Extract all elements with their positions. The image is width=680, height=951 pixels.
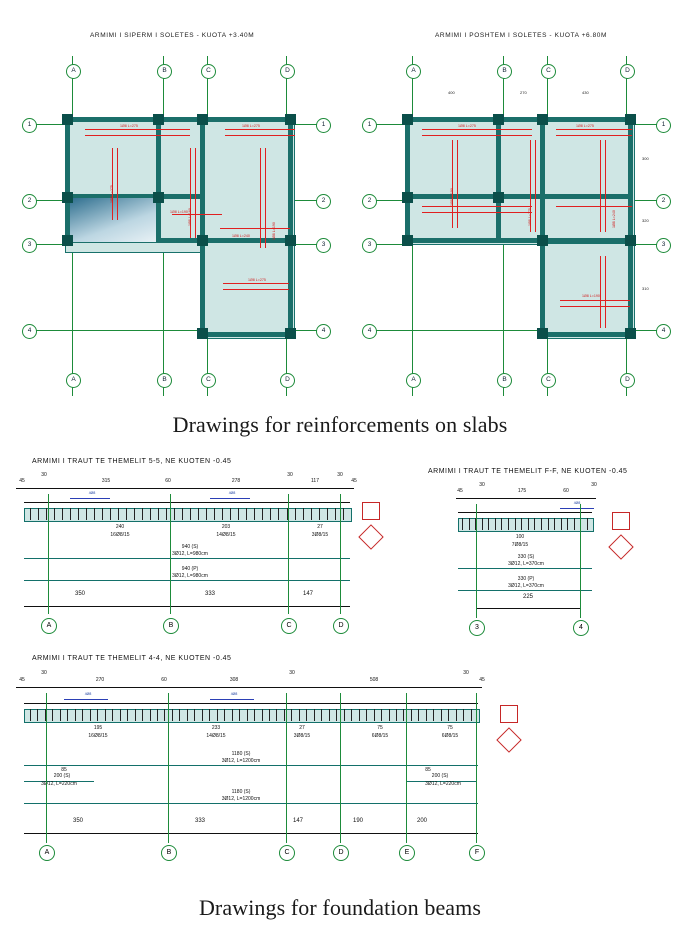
grid-bubble-d-bottom: D (280, 373, 295, 388)
rebar-v-2 (117, 148, 118, 220)
bar-spec-1: 3Ø12, L=1200cm (221, 758, 261, 764)
grid-bubble-f: F (469, 845, 485, 861)
dim-45-left: 45 (19, 478, 25, 484)
rebar-v-4 (195, 148, 196, 238)
drawing-title: ARMIMI I POSHTEM I SOLETES - KUOTA +6.80M (435, 32, 608, 39)
stirrup-count-1: 195 (93, 725, 103, 731)
grid-bubble-c-top: C (541, 64, 556, 79)
dim-top-3: 430 (582, 90, 589, 95)
bar-line-2 (24, 580, 350, 581)
column-marker (537, 328, 548, 339)
dim-right-3: 310 (642, 286, 649, 291)
rebar-v-7 (600, 256, 601, 328)
stirrup-count-5: 75 (447, 725, 453, 731)
dim-508: 508 (369, 677, 379, 683)
grid-tick-4 (580, 504, 581, 618)
stirrup-count-1: 240 (115, 524, 125, 530)
stirrup-spec-2: 14Ø8/15 (206, 733, 226, 739)
grid-bubble-b-bottom: B (497, 373, 512, 388)
grid-tick-f (476, 693, 477, 843)
dim-30-b: 30 (591, 482, 597, 488)
dim-top-2: 270 (520, 90, 527, 95)
beam-top-bar (24, 502, 350, 503)
grid-tick-b (170, 494, 171, 614)
span-dim-1: 225 (522, 594, 533, 600)
stirrup-spec-3: 3Ø8/15 (311, 532, 329, 538)
beam-title: ARMIMI I TRAUT TE THEMELIT 4-4, NE KUOTEN -0.45 (32, 655, 232, 662)
bar-tag: 1Ø8 L=275 (528, 208, 532, 226)
rebar-v-1 (452, 140, 453, 228)
stirrup-spec-2: 14Ø8/15 (216, 532, 236, 538)
bar-len-4: 200 (S) (431, 773, 449, 779)
bar-spec-2: 3Ø12, L=980cm (172, 573, 208, 579)
bar-tag: 1Ø8 L=190 (450, 188, 454, 206)
wall-c (200, 117, 205, 337)
section-symbol-1 (500, 705, 518, 723)
grid-bubble-4-right: 4 (316, 324, 331, 339)
column-marker (625, 114, 636, 125)
dim-175: 175 (517, 488, 527, 494)
beam-title: ARMIMI I TRAUT TE THEMELIT F-F, NE KUOTEN -0.45 (428, 468, 628, 475)
bar-spec-1: 3Ø12, L=370cm (508, 561, 544, 567)
grid-bubble-d-bottom: D (620, 373, 635, 388)
bar-line-2 (458, 590, 592, 591)
span-dim-3: 147 (302, 591, 313, 597)
dim-60: 60 (165, 478, 171, 484)
bar-len-1: 1180 (S) (231, 751, 251, 757)
top-bar-blue-1 (64, 699, 108, 700)
stirrup-spec-4: 6Ø8/15 (371, 733, 389, 739)
rebar-mid-2 (220, 228, 290, 229)
column-marker (285, 328, 296, 339)
stirrup-count-3: 27 (317, 524, 323, 530)
grid-tick-c (286, 693, 287, 843)
bar-note-4: 85 (425, 767, 431, 773)
dim-chain-span (476, 608, 580, 609)
dim-60: 60 (161, 677, 167, 683)
bar-line-1 (24, 765, 478, 766)
dim-60: 60 (563, 488, 569, 494)
section-symbol-2 (608, 534, 633, 559)
grid-bubble-d-top: D (620, 64, 635, 79)
column-marker (285, 114, 296, 125)
grid-bubble-4-right: 4 (656, 324, 671, 339)
grid-bubble-2-right: 2 (656, 194, 671, 209)
column-marker (493, 114, 504, 125)
column-marker (625, 328, 636, 339)
rebar-low-2 (560, 306, 630, 307)
beam-section-4-4 (10, 655, 550, 875)
grid-bubble-4: 4 (573, 620, 589, 636)
rebar-v-2 (457, 140, 458, 228)
beam-top (405, 117, 633, 122)
bar-len-2: 330 (P) (517, 576, 535, 582)
grid-bubble-b-top: B (157, 64, 172, 79)
stirrup-spec-1: 16Ø8/15 (88, 733, 108, 739)
rebar-v-8 (605, 256, 606, 328)
bar-tag: 1Ø8 L=275 (248, 278, 266, 282)
column-marker (493, 192, 504, 203)
bar-len-2: 1180 (S) (231, 789, 251, 795)
dim-315: 315 (101, 478, 111, 484)
column-marker (402, 114, 413, 125)
dim-270: 270 (95, 677, 105, 683)
grid-bubble-c: C (281, 618, 297, 634)
span-dim-2: 333 (204, 591, 215, 597)
grid-bubble-4-left: 4 (362, 324, 377, 339)
column-marker (153, 192, 164, 203)
column-marker (62, 235, 73, 246)
beam-section-f-f (400, 468, 670, 638)
stirrup-spec-5: 6Ø8/15 (441, 733, 459, 739)
dim-right-1: 300 (642, 156, 649, 161)
rebar-mid-1 (172, 214, 222, 215)
grid-bubble-2-left: 2 (362, 194, 377, 209)
grid-bubble-c-bottom: C (541, 373, 556, 388)
grid-bubble-a: A (39, 845, 55, 861)
stirrup-count-2: 233 (211, 725, 221, 731)
grid-bubble-a-bottom: A (66, 373, 81, 388)
stirrup-count-2: 203 (221, 524, 231, 530)
grid-bubble-c-top: C (201, 64, 216, 79)
wall-left (405, 117, 410, 243)
top-bar-blue-2 (210, 498, 250, 499)
bar-spec-3: 3Ø12, L=220cm (41, 781, 77, 787)
rebar-v-4 (535, 140, 536, 232)
bar-tag: 1Ø8 L=275 (110, 185, 114, 203)
grid-tick-c (288, 494, 289, 614)
grid-bubble-1-left: 1 (22, 118, 37, 133)
dim-117: 117 (311, 478, 319, 484)
rebar-top-3 (556, 129, 632, 130)
bar-len-1: 330 (S) (517, 554, 535, 560)
beam-top-bar (458, 512, 592, 513)
grid-tick-d (340, 494, 341, 614)
stirrup-spec-1: 7Ø8/15 (511, 542, 529, 548)
bar-tag: 1Ø8 L=240 (232, 234, 250, 238)
column-marker (625, 235, 636, 246)
beam-title: ARMIMI I TRAUT TE THEMELIT 5-5, NE KUOTEN -0.45 (32, 458, 232, 465)
dim-chain-span (24, 833, 478, 834)
dim-chain-top (16, 488, 354, 489)
span-dim-5: 200 (416, 818, 427, 824)
grid-bubble-d: D (333, 618, 349, 634)
rebar-v-6 (605, 140, 606, 232)
bar-line-1 (458, 568, 592, 569)
column-marker (197, 328, 208, 339)
span-dim-4: 190 (352, 818, 363, 824)
caption-foundation: Drawings for foundation beams (198, 895, 482, 920)
top-bar-label-2: 4Ø8 (228, 491, 236, 495)
span-dim-1: 350 (74, 591, 85, 597)
stirrup-set (462, 518, 588, 530)
beam-top (65, 117, 293, 122)
grid-tick-a (46, 693, 47, 843)
span-dim-3: 147 (292, 818, 303, 824)
stirrup-count-1: 100 (515, 534, 525, 540)
top-bar-blue-2 (210, 699, 254, 700)
top-bar-label-1: 4Ø8 (84, 692, 92, 696)
stirrup-count-3: 27 (299, 725, 305, 731)
grid-bubble-d: D (333, 845, 349, 861)
dim-30-a: 30 (41, 670, 47, 676)
grid-bubble-4-left: 4 (22, 324, 37, 339)
grid-bubble-3-left: 3 (22, 238, 37, 253)
bar-tag: 1Ø8 L=190 (170, 210, 188, 214)
rebar-v-6 (265, 148, 266, 248)
dim-30-c: 30 (337, 472, 343, 478)
rebar-v-5 (260, 148, 261, 248)
rebar-v-1 (112, 148, 113, 220)
dim-30-c: 30 (463, 670, 469, 676)
grid-bubble-b: B (163, 618, 179, 634)
section-symbol-1 (612, 512, 630, 530)
top-bar-blue-1 (70, 498, 110, 499)
dim-30-a: 30 (479, 482, 485, 488)
beam-section-5-5 (10, 458, 370, 638)
bar-len-1: 940 (S) (181, 544, 199, 550)
slab-plan-upper-reinforcement (20, 28, 330, 398)
grid-bubble-2-right: 2 (316, 194, 331, 209)
grid-bubble-2-left: 2 (22, 194, 37, 209)
slab-region-right (540, 243, 635, 339)
beam-mid (405, 194, 633, 199)
slab-plan-lower-reinforcement (360, 28, 670, 398)
caption-slabs: Drawings for reinforcements on slabs (172, 412, 508, 437)
top-bar-label-1: 4Ø8 (88, 491, 96, 495)
stair-region (70, 198, 156, 242)
drawing-title: ARMIMI I SIPERM I SOLETES - KUOTA +3.40M (90, 32, 255, 39)
rebar-top-4 (556, 135, 632, 136)
column-marker (62, 192, 73, 203)
rebar-low-1 (560, 300, 630, 301)
beam-bottom (200, 332, 293, 337)
rebar-low-2 (223, 289, 289, 290)
dim-chain-top (16, 687, 482, 688)
bar-line-2 (24, 803, 478, 804)
grid-bubble-3: 3 (469, 620, 485, 636)
beam-mid-2 (405, 238, 633, 243)
grid-tick-a (48, 494, 49, 614)
wall-c (540, 117, 545, 337)
grid-bubble-b-bottom: B (157, 373, 172, 388)
grid-tick-b (168, 693, 169, 843)
grid-bubble-b-top: B (497, 64, 512, 79)
span-dim-1: 350 (72, 818, 83, 824)
grid-bubble-a: A (41, 618, 57, 634)
dim-30-a: 30 (41, 472, 47, 478)
grid-bubble-a-top: A (406, 64, 421, 79)
grid-bubble-d-top: D (280, 64, 295, 79)
bar-tag: 1Ø8 L=190 (582, 294, 600, 298)
stirrup-set (30, 508, 344, 520)
stirrup-spec-3: 3Ø8/15 (293, 733, 311, 739)
dim-chain-span (24, 606, 350, 607)
column-marker (62, 114, 73, 125)
stirrup-spec-1: 16Ø8/15 (110, 532, 130, 538)
dim-30-b: 30 (289, 670, 295, 676)
grid-bubble-b: B (161, 845, 177, 861)
rebar-v-5 (600, 140, 601, 232)
wall-d (288, 117, 293, 337)
rebar-mid-2 (422, 212, 532, 213)
rebar-top-2 (422, 135, 532, 136)
dim-45-left: 45 (19, 677, 25, 683)
stirrup-count-4: 75 (377, 725, 383, 731)
dim-45-right: 45 (351, 478, 357, 484)
grid-tick-d (340, 693, 341, 843)
bar-tag: 1Ø8 L=275 (242, 124, 260, 128)
bar-spec-1: 3Ø12, L=980cm (172, 551, 208, 557)
dim-chain-top (456, 498, 596, 499)
bar-tag: 1Ø8 L=190 (272, 222, 276, 240)
bar-tag: 1Ø8 L=240 (612, 210, 616, 228)
column-marker (197, 114, 208, 125)
rebar-top-3 (225, 129, 295, 130)
dim-308: 308 (229, 677, 239, 683)
grid-bubble-a-bottom: A (406, 373, 421, 388)
bar-len-2: 940 (P) (181, 566, 199, 572)
dim-278: 278 (231, 478, 241, 484)
rebar-mid-1 (422, 206, 532, 207)
dim-right-2: 320 (642, 218, 649, 223)
bar-spec-4: 3Ø12, L=220cm (425, 781, 461, 787)
grid-bubble-e: E (399, 845, 415, 861)
column-marker (402, 235, 413, 246)
bar-spec-2: 3Ø12, L=370cm (508, 583, 544, 589)
bar-tag: 1Ø8 L=275 (458, 124, 476, 128)
grid-bubble-1-right: 1 (656, 118, 671, 133)
section-symbol-1 (362, 502, 380, 520)
section-symbol-2 (358, 524, 383, 549)
grid-bubble-a-top: A (66, 64, 81, 79)
column-marker (153, 114, 164, 125)
bar-tag: 1Ø8 L=275 (576, 124, 594, 128)
wall-d (628, 117, 633, 337)
column-marker (402, 192, 413, 203)
grid-bubble-1-right: 1 (316, 118, 331, 133)
top-bar-blue-1 (560, 508, 594, 509)
rebar-top-2 (85, 135, 190, 136)
span-dim-2: 333 (194, 818, 205, 824)
column-marker (285, 235, 296, 246)
top-bar-label-1: 4Ø8 (573, 501, 581, 505)
rebar-top-1 (85, 129, 190, 130)
rebar-mid-3 (556, 206, 632, 207)
beam-bottom (540, 332, 633, 337)
bar-tag: 1Ø8 L=160 (188, 208, 192, 226)
bar-len-3: 200 (S) (53, 773, 71, 779)
grid-tick-e (406, 693, 407, 843)
rebar-top-1 (422, 129, 532, 130)
grid-bubble-3-right: 3 (316, 238, 331, 253)
dim-top-1: 400 (448, 90, 455, 95)
grid-bubble-3-right: 3 (656, 238, 671, 253)
rebar-low-1 (223, 283, 289, 284)
column-marker (537, 114, 548, 125)
grid-bubble-c: C (279, 845, 295, 861)
bar-tag: 1Ø8 L=275 (120, 124, 138, 128)
dim-45-right: 45 (479, 677, 485, 683)
bar-note-3: 85 (61, 767, 67, 773)
section-symbol-2 (496, 727, 521, 752)
bar-spec-2: 3Ø12, L=1200cm (221, 796, 261, 802)
top-bar-label-2: 4Ø8 (230, 692, 238, 696)
dim-45: 45 (457, 488, 463, 494)
dim-30-b: 30 (287, 472, 293, 478)
beam-top-bar (24, 703, 478, 704)
column-marker (197, 235, 208, 246)
grid-bubble-3-left: 3 (362, 238, 377, 253)
rebar-top-4 (225, 135, 295, 136)
column-marker (537, 235, 548, 246)
grid-bubble-c-bottom: C (201, 373, 216, 388)
bar-line-1 (24, 558, 350, 559)
grid-bubble-1-left: 1 (362, 118, 377, 133)
grid-tick-3 (476, 504, 477, 618)
